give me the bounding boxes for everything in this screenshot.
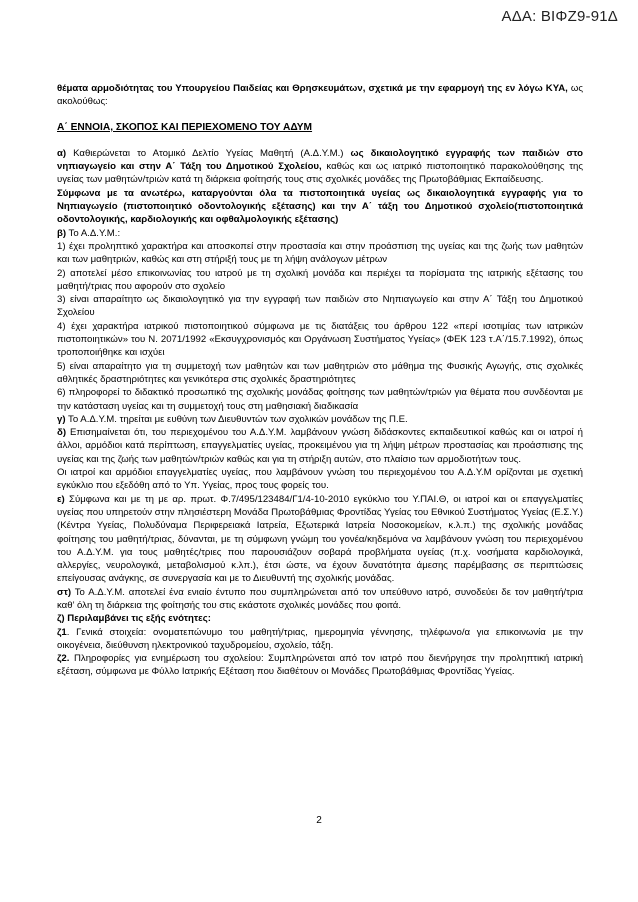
delta-text: Επισημαίνεται ότι, του περιεχομένου του Α.Δ.Υ.Μ. λαμβάνουν γνώση διδάσκοντες εκπαιδευτικοί καθώς και οι ιατροί ή άλλοι, αρμόδιοι κατά περίπτωση, επαγγελματίες υγείας, προκειμένου για τη λήψη μέτρων προστασίας και προάσπισης της υγείας και της ζωής των μαθητών/τριών καθώς και για τη στήριξη αυτών, στο πλαίσιο των αρμοδιοτήτων τους. bbox=[57, 427, 583, 465]
beta-item-6: 6) πληροφορεί το διδακτικό προσωπικό της σχολικής μονάδας φοίτησης των μαθητών/τριών για θέματα που συνδέονται με την κατάσταση υγείας και τη συμμετοχή τους στη μαθησιακή διαδικασία bbox=[57, 387, 583, 412]
epsilon-paragraph bbox=[57, 493, 583, 586]
beta-item-4: 4) έχει χαρακτήρα ιατρικού πιστοποιητικού σύμφωνα με τις διατάξεις του άρθρου 122 «περί ισοτιμίας των ιατρικών πιστοποιητικών» του Ν. 2071/1992 «Εκσυγχρονισμός και Οργάνωση Συστήματος Υγείας» (ΦΕΚ 123 τ.Α΄/15.7.1992), όπως τροποποιήθηκε και ισχύει bbox=[57, 320, 583, 359]
beta-text: Το Α.Δ.Υ.Μ.: bbox=[66, 227, 121, 239]
alpha-text2: καθώς και ως ιατρικό πιστοποιητικό παρακολούθησης της υγείας των μαθητών/τριών κατά τη διάρκεια φοίτησής τους στις σχολικές μονάδες της Πρωτοβάθμιας Εκπαίδευσης. bbox=[57, 161, 583, 186]
beta-paragraph bbox=[57, 227, 583, 240]
beta-item-2: 2) αποτελεί μέσο επικοινωνίας του ιατρού με τη σχολική μονάδα και περιέχει τα πορίσματα της ιατρικής εξέτασης του μαθητή/τριας που αφορούν στο σχολείο bbox=[57, 267, 583, 292]
epsilon-text: Σύμφωνα και με τη με αρ. πρωτ. Φ.7/495/123484/Γ1/4-10-2010 εγκύκλιο του Υ.ΠΑΙ.Θ, οι ιατροί και οι επαγγελματίες υγείας που υπηρετούν στην πλησιέστερη Μονάδα Πρωτοβάθμιας Φροντίδας Υγείας του Εθνικού Συστήματος Υγείας (Ε.Σ.Υ.) (Κέντρα Υγείας, Πολυδύναμα Περιφερειακά Ιατρεία, Εξωτερικά Ιατρεία Νοσοκομείων, κ.λ.π.) της σχολικής μονάδας φοίτησης του μαθητή/τριας, δύνανται, με τη σύμφωνη γνώμη του γονέα/κηδεμόνα να λαμβάνουν γνώση του περιεχομένου του Α.Δ.Υ.Μ. για τους μαθητές/τριες που παρουσιάζουν σοβαρά προβλήματα υγείας (π.χ. νοσήματα καρδιολογικά, αλλεργίες, νευρολογικά, μεταβολισμού κ.λπ.), έτσι ώστε, να έχουν δυνατότητα άμεσης παρέμβασης σε περιπτώσεις επείγουσας ανάγκης, σε συνεργασία και με το Διευθυντή της σχολικής μονάδας. bbox=[57, 493, 583, 585]
beta-item-1: 1) έχει προληπτικό χαρακτήρα και αποσκοπεί στην προστασία και στην προάσπιση της υγείας και της ζωής των μαθητών και των μαθητριών, καθώς και στη στήριξή τους με τη λήψη ανάλογων μέτρων bbox=[57, 240, 583, 266]
gamma-text: Το Α.Δ.Υ.Μ. τηρείται με ευθύνη των Διευθυντών των σχολικών μονάδων της Π.Ε. bbox=[65, 413, 408, 425]
zeta-2-text: Πληροφορίες για ενημέρωση του σχολείου: Συμπληρώνεται από τον ιατρό που διενήργησε την προληπτική ιατρική εξέταση, σύμφωνα με Φύλλο Ιατρικής Εξέταση που διαθέτουν οι Μονάδες Πρωτοβάθμιας Φροντίδας Υγείας. bbox=[57, 653, 583, 678]
intro-tail: ως ακολούθως: bbox=[57, 83, 584, 108]
st-text: Το Α.Δ.Υ.Μ. αποτελεί ένα ενιαίο έντυπο που συμπληρώνεται από τον υπεύθυνο ιατρό, συνοδεύει δε τον μαθητή/τρια καθ’ όλη τη διάρκεια της φοίτησής του στις εκάστοτε σχολικές μονάδες που φοιτά. bbox=[57, 586, 583, 611]
beta-label: β) bbox=[57, 227, 67, 239]
gamma-label: γ) bbox=[57, 413, 66, 425]
intro-bold: θέματα αρμοδιότητας του Υπουργείου Παιδείας και Θρησκευμάτων, σχετικά με την εφαρμογή της εν λόγω ΚΥΑ, bbox=[57, 83, 568, 94]
beta-item-3: 3) είναι απαραίτητο ως δικαιολογητικό για την εγγραφή των παιδιών στο Νηπιαγωγείο και στην Α΄ Τάξη του Δημοτικού Σχολείου bbox=[57, 294, 583, 319]
zeta-heading bbox=[57, 612, 583, 625]
delta-label: δ) bbox=[57, 427, 67, 439]
st-label: στ) bbox=[57, 586, 72, 598]
alpha-bold1: ως δικαιολογητικό εγγραφής των παιδιών στο νηπιαγωγείο και στην Α΄ Τάξη του Δημοτικού Σχολείου, bbox=[57, 147, 583, 173]
alpha-label: α) bbox=[57, 147, 67, 159]
zeta-2-paragraph bbox=[57, 652, 583, 679]
ada-code: ΑΔΑ: ΒΙΦΖ9-91Δ bbox=[501, 8, 618, 25]
alpha-bold-paragraph bbox=[57, 187, 583, 227]
alpha-text1: Καθιερώνεται το Ατομικό Δελτίο Υγείας Μαθητή (Α.Δ.Υ.Μ.) bbox=[66, 147, 351, 159]
zeta-1-text: . Γενικά στοιχεία: ονοματεπώνυμο του μαθητή/τριας, ημερομηνία γέννησης, τηλέφωνο/α για επικοινωνία με την οικογένεια, διεύθυνση ηλεκτρονικού ταχυδρομείου, σχολείο, τάξη. bbox=[57, 626, 583, 651]
page-number: 2 bbox=[316, 815, 322, 826]
alpha-bold-text: Σύμφωνα με τα ανωτέρω, καταργούνται όλα τα πιστοποιητικά υγείας ως δικαιολογητικά εγγραφής για το Νηπιαγωγείο (πιστοποιητικό οδοντολογικής εξέτασης) και την Α΄ τάξη του Δημοτικού σχολείο(πιστοποιητικά οδοντολογικής, καρδιολογικής και οφθαλμολογικής εξέτασης) bbox=[57, 187, 583, 226]
zeta-1-label: ζ1 bbox=[57, 626, 67, 638]
intro-paragraph bbox=[57, 82, 583, 109]
zeta-2-label: ζ2. bbox=[57, 653, 70, 665]
st-paragraph bbox=[57, 586, 583, 613]
zeta-label: ζ) Περιλαμβάνει τις εξής ενότητες: bbox=[57, 613, 211, 625]
alpha-paragraph bbox=[57, 147, 583, 187]
section-heading: Α΄ ΕΝΝΟΙΑ, ΣΚΟΠΟΣ ΚΑΙ ΠΕΡΙΕΧΟΜΕΝΟ ΤΟΥ ΑΔΥΜ bbox=[57, 121, 313, 133]
beta-item-5: 5) είναι απαραίτητο για τη συμμετοχή των μαθητών και των μαθητριών στο μάθημα της Φυσικής Αγωγής, στις σχολικές αθλητικές δραστηριότητες και γενικότερα στις σχολικές δραστηριότητες bbox=[57, 360, 583, 385]
document-body bbox=[57, 82, 583, 679]
delta-paragraph-2: Οι ιατροί και αρμόδιοι επαγγελματίες υγείας, που λαμβάνουν γνώση του περιεχομένου του Α.Δ.Υ.Μ ορίζονται με σχετική εγκύκλιο που εξεδόθη από το Υπ. Υγείας, προς τους φορείς του. bbox=[57, 467, 583, 492]
delta-paragraph bbox=[57, 426, 583, 466]
zeta-1-paragraph bbox=[57, 626, 583, 653]
epsilon-label: ε) bbox=[57, 493, 65, 505]
gamma-paragraph bbox=[57, 413, 583, 426]
